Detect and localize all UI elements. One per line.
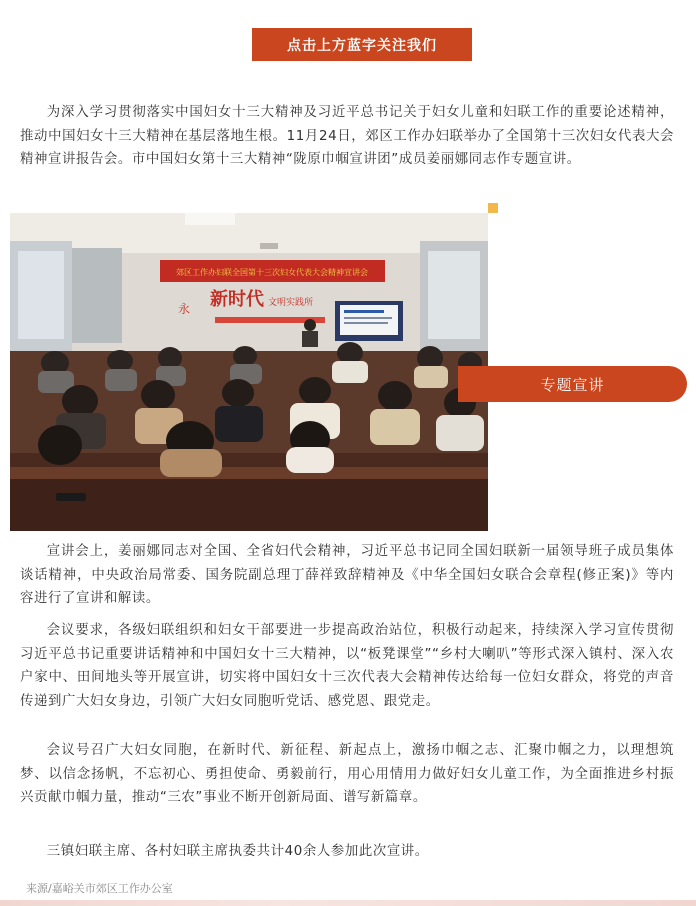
meeting-photo-illustration bbox=[10, 213, 488, 531]
meeting-photo bbox=[10, 213, 488, 531]
article-source: 来源/嘉峪关市郊区工作办公室 bbox=[26, 882, 173, 895]
article-paragraph-requirements: 会议要求，各级妇联组织和妇女干部要进一步提高政治站位，积极行动起来，持续深入学习宣传贯彻习近平总书记重要讲话精神和中国妇女十三大精神，以“板凳课堂”“乡村大喇叭”等形式深入镇村、深入农户家中、田间地头等开展宣讲，切实将中国妇女十三次代表大会精神传达给每一位妇女群众，将党的声音传递到广大妇女身边，引领广大妇女同胞听党话、感党恩、跟党走。 bbox=[20, 623, 674, 709]
svg-text:永: 永 bbox=[178, 302, 191, 316]
follow-us-banner[interactable] bbox=[252, 28, 472, 61]
article-paragraph-attendance: 三镇妇联主席、各村妇联主席执委共计40余人参加此次宣讲。 bbox=[46, 844, 429, 859]
follow-us-text: 点击上方蓝字关注我们 bbox=[287, 37, 437, 54]
topic-label-tag bbox=[458, 366, 687, 402]
photo-wall-slogan-sub: 文明实践所 bbox=[268, 298, 314, 308]
topic-label-text: 专题宣讲 bbox=[540, 375, 605, 394]
article-paragraph-intro: 为深入学习贯彻落实中国妇女十三大精神及习近平总书记关于妇女儿童和妇联工作的重要论述精神，推动中国妇女十三大精神在基层落地生根。11月24日，郊区工作办妇联举办了全国第十三次妇女代表大会精神宣讲报告会。市中国妇女第十三大精神“陇原巾帼宣讲团”成员姜丽娜同志作专题宣讲。 bbox=[20, 105, 674, 167]
photo-banner-text: 郊区工作办妇联全国第十三次妇女代表大会精神宣讲会 bbox=[176, 268, 368, 277]
photo-wall-slogan: 新时代 bbox=[210, 289, 264, 310]
article-paragraph-content: 宣讲会上，姜丽娜同志对全国、全省妇代会精神，习近平总书记同全国妇联新一届领导班子成员集体谈话精神，中央政治局常委、国务院副总理丁薛祥致辞精神及《中华全国妇女联合会章程(修正案)》等内容进行了宣讲和解读。 bbox=[20, 544, 674, 606]
photo-corner-decoration bbox=[488, 203, 498, 213]
bottom-decoration-strip bbox=[0, 900, 696, 906]
article-paragraph-call: 会议号召广大妇女同胞，在新时代、新征程、新起点上，激扬巾帼之志、汇聚巾帼之力，以理想筑梦、以信念扬帆，不忘初心、勇担使命、勇毅前行，用心用情用力做好妇女儿童工作，为全面推进乡村振兴贡献巾帼力量，推动“三农”事业不断开创新局面、谱写新篇章。 bbox=[20, 743, 674, 805]
